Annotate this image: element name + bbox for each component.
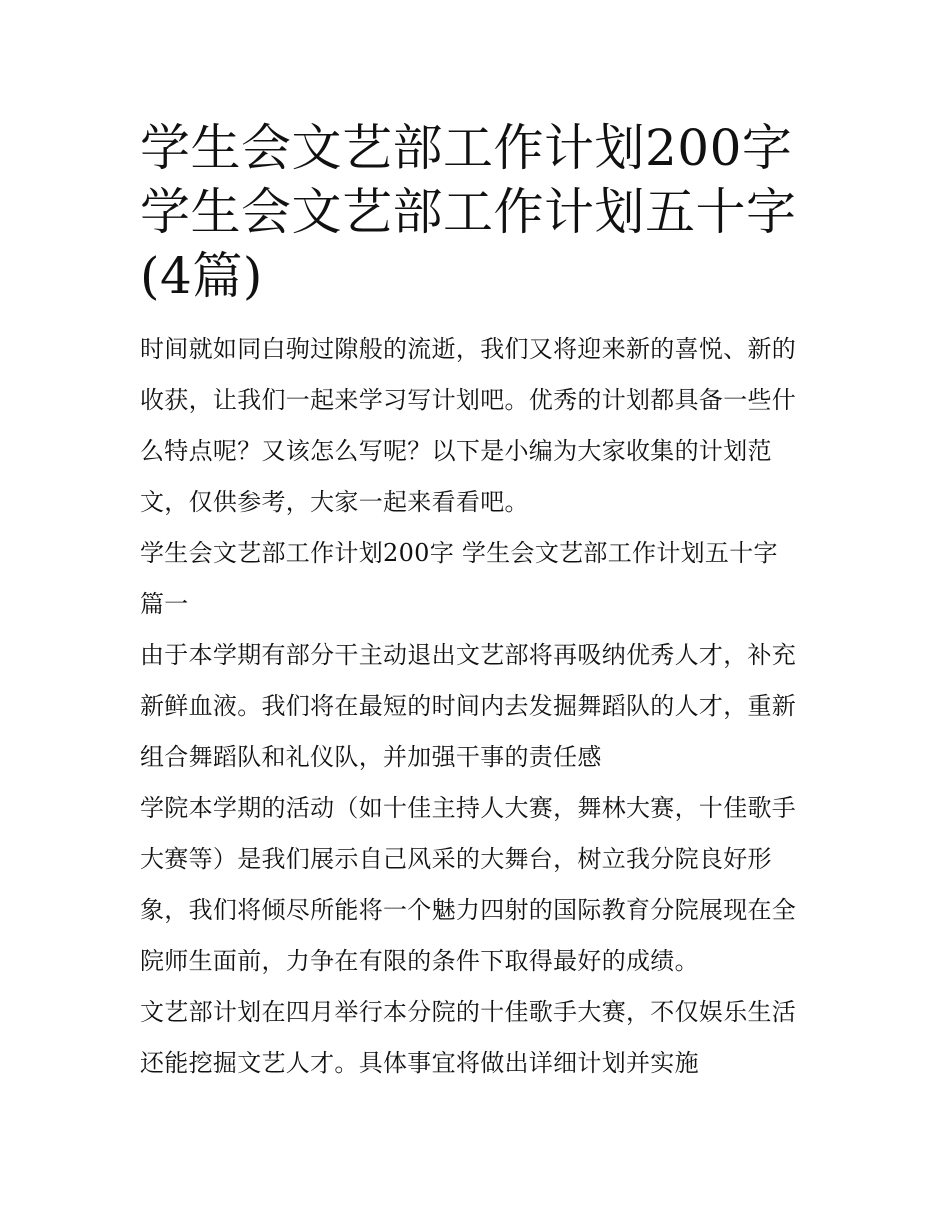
title-line: (4篇)	[140, 247, 263, 305]
text-line: 么特点呢？又该怎么写呢？以下是小编为大家收集的计划范	[140, 437, 772, 465]
text-line: 篇一	[140, 590, 189, 618]
text-line: 收获，让我们一起来学习写计划吧。优秀的计划都具备一些什	[140, 386, 797, 414]
body-paragraph	[140, 987, 820, 1089]
document-body	[140, 324, 820, 1089]
text-line: 还能挖掘文艺人才。具体事宜将做出详细计划并实施	[140, 1049, 699, 1077]
text-line: 象，我们将倾尽所能将一个魅力四射的国际教育分院展现在全	[140, 896, 797, 924]
text-line: 新鲜血液。我们将在最短的时间内去发掘舞蹈队的人才，重新	[140, 692, 797, 720]
text-line: 由于本学期有部分干主动退出文艺部将再吸纳优秀人才，补充	[140, 641, 797, 669]
body-paragraph	[140, 630, 820, 783]
intro-paragraph	[140, 324, 820, 528]
title-line: 学生会文艺部工作计划200字	[140, 119, 793, 177]
text-line: 院师生面前，力争在有限的条件下取得最好的成绩。	[140, 947, 699, 975]
text-line: 时间就如同白驹过隙般的流逝，我们又将迎来新的喜悦、新的	[140, 335, 797, 363]
text-line: 文艺部计划在四月举行本分院的十佳歌手大赛，不仅娱乐生活	[140, 998, 797, 1026]
document-title	[140, 116, 820, 308]
document-page	[140, 116, 820, 1089]
body-paragraph	[140, 783, 820, 987]
text-line: 学院本学期的活动（如十佳主持人大赛，舞林大赛，十佳歌手	[140, 794, 797, 822]
text-line: 大赛等）是我们展示自己风采的大舞台，树立我分院良好形	[140, 845, 772, 873]
text-line: 文，仅供参考，大家一起来看看吧。	[140, 488, 529, 516]
text-line: 组合舞蹈队和礼仪队，并加强干事的责任感	[140, 743, 602, 771]
text-line: 学生会文艺部工作计划200字 学生会文艺部工作计划五十字	[140, 539, 778, 567]
section-heading	[140, 528, 820, 630]
title-line: 学生会文艺部工作计划五十字	[140, 183, 797, 241]
